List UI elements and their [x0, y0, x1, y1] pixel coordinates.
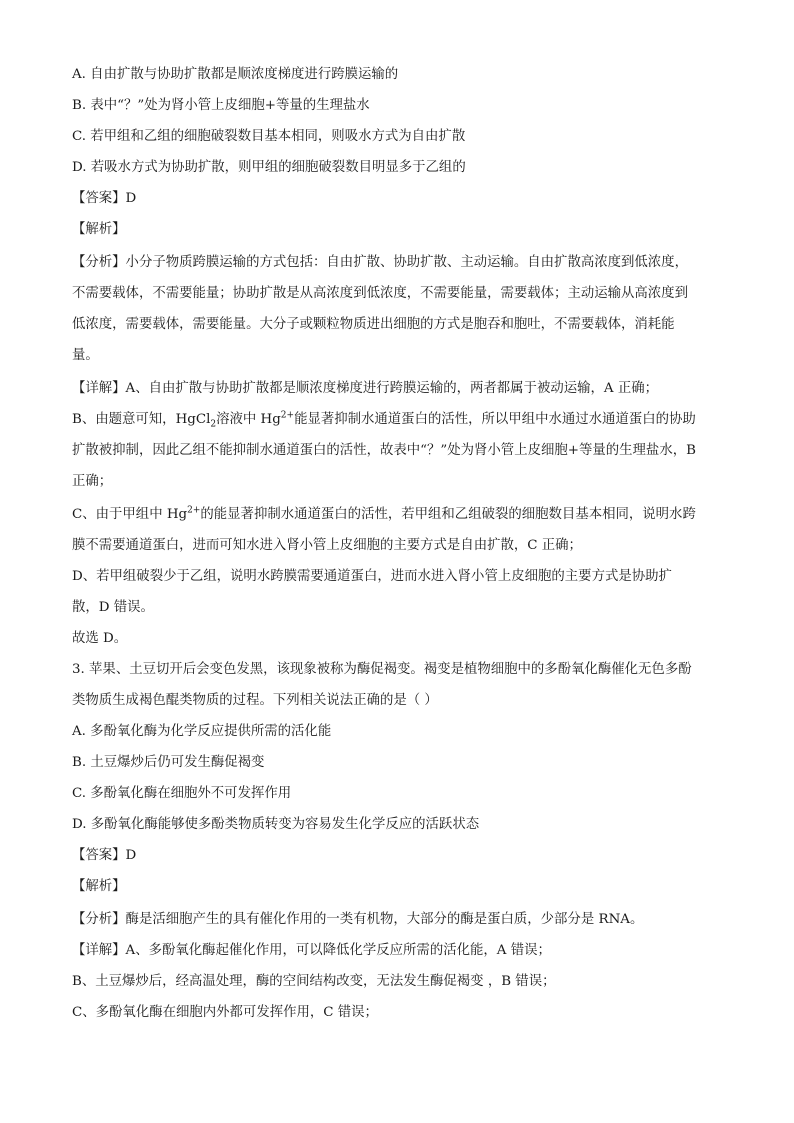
- q2-xiangjie-c-line-2: 膜不需要通道蛋白，进而可知水进入肾小管上皮细胞的主要方式是自由扩散，C 正确；: [72, 538, 582, 553]
- q2-xiangjie-b-line-3: 正确；: [72, 474, 113, 489]
- ion-superscript: 2+: [280, 410, 295, 421]
- q2-xiangjie-b-line-1: [72, 410, 732, 430]
- q2-xiangjie-d-line-2: 散，D 错误。: [72, 600, 154, 615]
- q2-option-d: D. 若吸水方式为协助扩散，则甲组的细胞破裂数目明显多于乙组的: [72, 160, 466, 175]
- q3-option-b: B. 土豆爆炒后仍可发生酶促褐变: [72, 755, 265, 770]
- q2-xiangjie-b-mid: 溶液中 Hg: [216, 412, 281, 427]
- q2-option-a: A. 自由扩散与协助扩散都是顺浓度梯度进行跨膜运输的: [72, 67, 399, 82]
- q3-option-c: C. 多酚氧化酶在细胞外不可发挥作用: [72, 786, 292, 801]
- q3-analysis-label: 【解析】: [72, 879, 126, 894]
- q2-fenxi-line-4: 量。: [72, 348, 99, 363]
- ion-superscript: 2+: [187, 505, 201, 516]
- q2-fenxi-line-1: 【分析】小分子物质跨膜运输的方式包括：自由扩散、协助扩散、主动运输。自由扩散高浓度到低浓度，: [72, 255, 688, 270]
- q2-xiangjie-b-line-2: 扩散被抑制，因此乙组不能抑制水通道蛋白的活性，故表中“？”处为肾小管上皮细胞+等量的生理盐水，B: [72, 443, 696, 458]
- q2-option-b: B. 表中“？”处为肾小管上皮细胞+等量的生理盐水: [72, 98, 370, 113]
- formula-hgcl: HgCl: [175, 412, 211, 427]
- q2-xiangjie-c-post: 的能显著抑制水通道蛋白的活性，若甲组和乙组破裂的细胞数目基本相同，说明水跨: [200, 507, 696, 522]
- q2-conclusion: 故选 D。: [72, 631, 128, 646]
- q3-xiangjie-a: 【详解】A、多酚氧化酶起催化作用，可以降低化学反应所需的活化能，A 错误；: [72, 943, 551, 958]
- q2-xiangjie-a: 【详解】A、自由扩散与协助扩散都是顺浓度梯度进行跨膜运输的，两者都属于被动运输，A 正确；: [72, 381, 659, 396]
- q2-fenxi-line-2: 不需要载体，不需要能量；协助扩散是从高浓度到低浓度，不需要能量，需要载体；主动运输从高浓度到: [72, 286, 688, 301]
- q3-stem-line-1: 3. 苹果、土豆切开后会变色发黑，该现象被称为酶促褐变。褐变是植物细胞中的多酚氧化酶催化无色多酚: [72, 662, 692, 677]
- q2-xiangjie-d-line-1: D、若甲组破裂少于乙组，说明水跨膜需要通道蛋白，进而水进入肾小管上皮细胞的主要方式是协助扩: [72, 569, 672, 584]
- q2-option-c: C. 若甲组和乙组的细胞破裂数目基本相同，则吸水方式为自由扩散: [72, 129, 466, 144]
- q3-option-a: A. 多酚氧化酶为化学反应提供所需的活化能: [72, 724, 332, 739]
- q2-analysis-label: 【解析】: [72, 222, 126, 237]
- q3-xiangjie-b: B、土豆爆炒后，经高温处理，酶的空间结构改变，无法发生酶促褐变 ，B 错误；: [72, 974, 556, 989]
- q3-xiangjie-c: C、多酚氧化酶在细胞内外都可发挥作用，C 错误；: [72, 1005, 378, 1020]
- q3-answer: 【答案】D: [72, 848, 137, 863]
- q2-fenxi-line-3: 低浓度，需要载体，需要能量。大分子或颗粒物质进出细胞的方式是胞吞和胞吐，不需要载体，消耗能: [72, 317, 675, 332]
- q2-xiangjie-b-post: 能显著抑制水通道蛋白的活性，所以甲组中水通过水通道蛋白的协助: [294, 412, 696, 427]
- q2-xiangjie-c-line-1: [72, 505, 732, 525]
- q2-xiangjie-b-pre: B、由题意可知，: [72, 412, 176, 427]
- q2-answer: 【答案】D: [72, 191, 137, 206]
- q2-xiangjie-c-pre: C、由于甲组中 Hg: [72, 507, 188, 522]
- formula-subscript: 2: [210, 419, 217, 430]
- q3-option-d: D. 多酚氧化酶能够使多酚类物质转变为容易发生化学反应的活跃状态: [72, 817, 480, 832]
- q3-fenxi: 【分析】酶是活细胞产生的具有催化作用的一类有机物，大部分的酶是蛋白质，少部分是 RNA。: [72, 912, 644, 927]
- q3-stem-line-2: 类物质生成褐色醌类物质的过程。下列相关说法正确的是（ ）: [72, 693, 438, 708]
